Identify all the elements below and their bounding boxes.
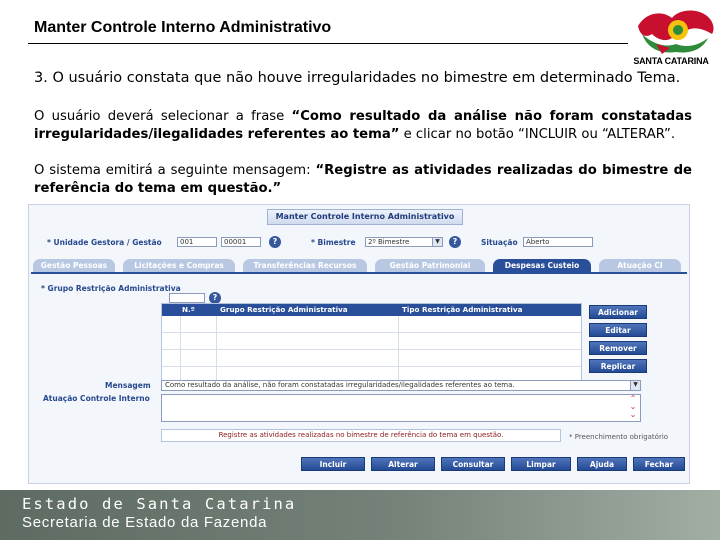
gestao-input[interactable]: 00001 xyxy=(221,237,261,247)
mensagem-label: Mensagem xyxy=(105,381,151,390)
slide-title: Manter Controle Interno Administrativo xyxy=(34,19,332,36)
unidade-gestora-label: * Unidade Gestora / Gestão xyxy=(47,238,162,247)
tab-atuacao-ci[interactable]: Atuação CI xyxy=(599,259,681,273)
chevron-down-icon[interactable]: ⌄ xyxy=(629,402,637,411)
mensagem-select[interactable] xyxy=(161,380,641,391)
table-row[interactable] xyxy=(162,316,581,333)
chevron-down-icon: ▼ xyxy=(432,238,442,246)
message-prefix: O sistema emitirá a seguinte mensagem: xyxy=(34,163,316,178)
logo-text: SANTA CATARINA xyxy=(633,56,709,66)
tab-despesas-custeio[interactable]: Despesas Custeio xyxy=(493,259,591,273)
adicionar-button[interactable]: Adicionar xyxy=(589,305,647,319)
limpar-button[interactable]: Limpar xyxy=(511,457,571,471)
tab-gestao-pessoas[interactable]: Gestão Pessoas xyxy=(33,259,115,273)
message-quote: “Registre as atividades realizadas do bimestre de referência do tema em questão.” xyxy=(34,163,692,196)
scroll-arrows[interactable] xyxy=(627,395,639,419)
instruction-suffix: e clicar no botão “INCLUIR ou “ALTERAR”. xyxy=(399,127,676,142)
grid-header xyxy=(162,304,581,316)
situacao-label: Situação xyxy=(481,238,518,247)
ajuda-button[interactable]: Ajuda xyxy=(577,457,627,471)
chevron-down-icon: ▼ xyxy=(630,381,640,390)
unidade-gestora-input[interactable]: 001 xyxy=(177,237,217,247)
required-note: * Preenchimento obrigatório xyxy=(569,433,669,441)
tab-transferencias-recursos[interactable]: Transferências Recursos xyxy=(243,259,367,273)
help-icon[interactable]: ? xyxy=(209,292,221,304)
bimestre-value: 2º Bimestre xyxy=(368,238,410,246)
message-paragraph xyxy=(34,162,692,198)
step-paragraph: 3. O usuário constata que não houve irregularidades no bimestre em determinado Tema. xyxy=(34,70,681,86)
bimestre-label: * Bimestre xyxy=(311,238,356,247)
bimestre-select[interactable] xyxy=(365,237,443,247)
atuacao-label: Atuação Controle Interno xyxy=(43,394,150,403)
footer-state-name: Estado de Santa Catarina xyxy=(22,495,297,513)
instruction-prefix: O usuário deverá selecionar a frase xyxy=(34,109,292,124)
consultar-button[interactable]: Consultar xyxy=(441,457,505,471)
grid-divider xyxy=(216,316,217,383)
grid-header-tipo: Tipo Restrição Administrativa xyxy=(402,305,523,314)
table-row[interactable] xyxy=(162,333,581,350)
title-divider xyxy=(28,43,628,44)
app-window xyxy=(28,204,690,484)
situacao-field: Aberto xyxy=(523,237,593,247)
grid-header-num: N.º xyxy=(182,305,195,314)
app-window-title: Manter Controle Interno Administrativo xyxy=(267,209,463,225)
status-message: Registre as atividades realizadas no bimestre de referência do tema em questão. xyxy=(161,429,561,442)
tab-gestao-patrimonial[interactable]: Gestão Patrimonial xyxy=(375,259,485,273)
help-icon[interactable]: ? xyxy=(269,236,281,248)
tab-underline xyxy=(31,272,687,274)
alterar-button[interactable]: Alterar xyxy=(371,457,435,471)
chevron-down-icon[interactable]: ⌄ xyxy=(629,410,637,419)
grupo-restricao-label: * Grupo Restrição Administrativa xyxy=(41,284,181,293)
grid-divider xyxy=(398,316,399,383)
grid-header-grupo: Grupo Restrição Administrativa xyxy=(220,305,348,314)
replicar-button[interactable]: Replicar xyxy=(589,359,647,373)
mensagem-value: Como resultado da análise, não foram constatadas irregularidades/ilegalidades referentes ao tema. xyxy=(165,381,515,389)
footer-secretariat: Secretaria de Estado da Fazenda xyxy=(22,514,268,531)
editar-button[interactable]: Editar xyxy=(589,323,647,337)
atuacao-textarea[interactable] xyxy=(161,394,641,422)
remover-button[interactable]: Remover xyxy=(589,341,647,355)
instruction-phrase: “Como resultado da análise não foram constatadas irregularidades/ilegalidades referentes ao tema” xyxy=(34,109,692,142)
tab-licitacoes-compras[interactable]: Licitações e Compras xyxy=(123,259,235,273)
santa-catarina-logo xyxy=(632,4,718,64)
chevron-up-icon[interactable]: ⌃ xyxy=(629,394,637,403)
table-row[interactable] xyxy=(162,350,581,367)
instruction-paragraph xyxy=(34,108,692,144)
grid-divider xyxy=(180,316,181,383)
help-icon[interactable]: ? xyxy=(449,236,461,248)
tab-bar xyxy=(31,259,687,273)
restricao-grid xyxy=(161,303,582,383)
incluir-button[interactable]: Incluir xyxy=(301,457,365,471)
fechar-button[interactable]: Fechar xyxy=(633,457,685,471)
grupo-restricao-input[interactable] xyxy=(169,293,205,303)
